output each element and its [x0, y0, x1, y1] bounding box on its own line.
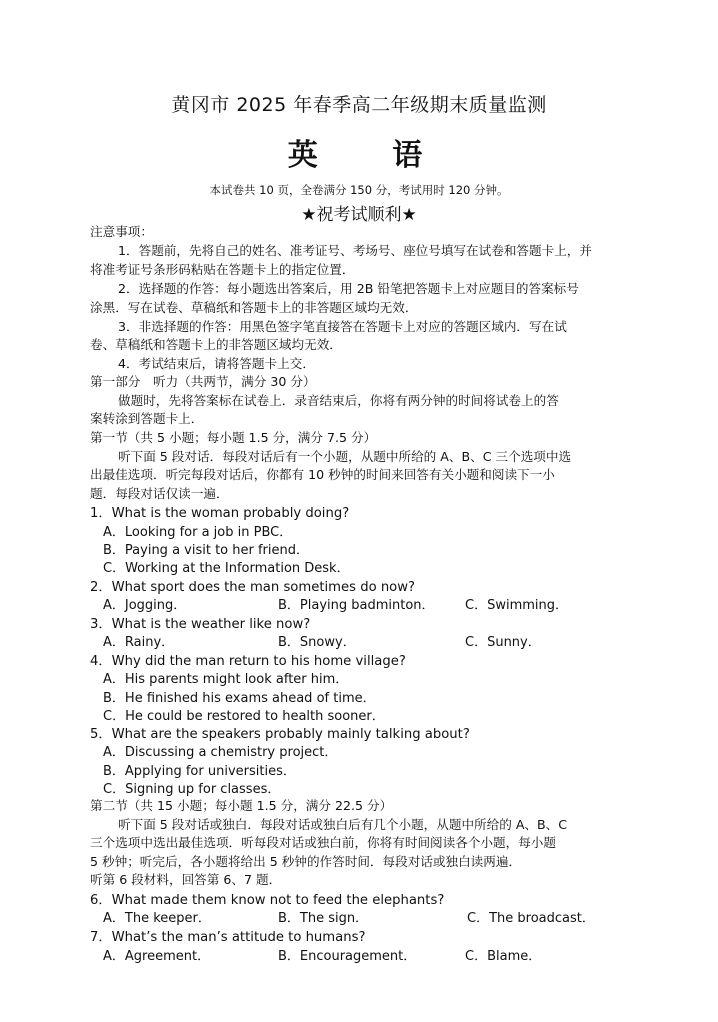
notice-line: 卷、草稿纸和答题卡上的非答题区域均无效．: [90, 337, 342, 352]
question-2-option-b: B．Playing badminton．: [278, 598, 435, 613]
section1-intro-line: 题．每段对话仅读一遍．: [90, 486, 229, 501]
question-7-option-a: A．Agreement．: [103, 949, 211, 964]
part1-intro-line: 案转涂到答题卡上．: [90, 411, 204, 426]
question-1-option-c: C．Working at the Information Desk．: [103, 561, 350, 576]
section2-intro-line: 5 秒钟；听完后，各小题将给出 5 秒钟的作答时间．每段对话或独白读两遍．: [90, 854, 522, 869]
question-3-option-a: A．Rainy．: [103, 635, 175, 650]
question-3-stem: 3．What is the weather like now?: [90, 617, 311, 632]
question-1-option-b: B．Paying a visit to her friend．: [103, 543, 310, 558]
question-6-option-b: B．The sign．: [278, 911, 369, 926]
question-5-option-a: A．Discussing a chemistry project．: [103, 745, 338, 760]
question-3-option-c: C．Sunny．: [465, 635, 541, 650]
question-7-option-c: C．Blame．: [465, 949, 542, 964]
question-2-option-c: C．Swimming．: [465, 598, 569, 613]
question-4-option-b: B．He finished his exams ahead of time．: [103, 691, 376, 706]
part1-heading: 第一部分 听力（共两节，满分 30 分）: [90, 374, 316, 389]
section2-intro-line: 听下面 5 段对话或独白．每段对话或独白后有几个小题，从题中所给的 A、B、C: [118, 817, 568, 832]
notice-line: 将准考证号条形码粘贴在答题卡上的指定位置．: [90, 262, 355, 277]
question-3-option-b: B．Snowy．: [278, 635, 356, 650]
material-instruction: 听第 6 段材料，回答第 6、7 题．: [90, 872, 282, 887]
notice-line: 涂黑．写在试卷、草稿纸和答题卡上的非答题区域均无效．: [90, 300, 418, 315]
question-7-stem: 7．What’s the man’s attitude to humans?: [90, 930, 366, 945]
question-4-option-c: C．He could be restored to health sooner．: [103, 709, 385, 724]
question-1-option-a: A．Looking for a job in PBC．: [103, 525, 293, 540]
question-6-stem: 6．What made them know not to feed the elephants?: [90, 893, 445, 908]
question-5-option-c: C．Signing up for classes．: [103, 782, 281, 797]
exam-title: 黄冈市 2025 年春季高二年级期末质量监测: [171, 94, 547, 116]
question-2-stem: 2．What sport does the man sometimes do now?: [90, 580, 416, 595]
exam-meta: 本试卷共 10 页，全卷满分 150 分，考试用时 120 分钟。: [209, 183, 509, 197]
question-6-option-c: C．The broadcast．: [467, 911, 595, 926]
section1-heading: 第一节（共 5 小题；每小题 1.5 分，满分 7.5 分）: [90, 430, 377, 445]
notice-line: 3．非选择题的作答：用黑色签字笔直接答在答题卡上对应的答题区域内．写在试: [118, 319, 567, 334]
subject-title: 英 语: [287, 138, 455, 173]
notice-line: 1．答题前，先将自己的姓名、准考证号、考场号、座位号填写在试卷和答题卡上，并: [118, 243, 592, 258]
question-6-option-a: A．The keeper．: [103, 911, 211, 926]
question-7-option-b: B．Encouragement．: [278, 949, 417, 964]
part1-intro-line: 做题时，先将答案标在试卷上．录音结束后，你将有两分钟的时间将试卷上的答: [118, 393, 559, 408]
question-4-option-a: A．His parents might look after him．: [103, 672, 349, 687]
notice-heading: 注意事项：: [90, 224, 153, 239]
good-luck-line: ★祝考试顺利★: [301, 205, 417, 225]
question-4-stem: 4．Why did the man return to his home village?: [90, 654, 406, 669]
question-2-option-a: A．Jogging．: [103, 598, 187, 613]
section2-heading: 第二节（共 15 小题；每小题 1.5 分，满分 22.5 分）: [90, 798, 393, 813]
notice-line: 2．选择题的作答：每小题选出答案后，用 2B 铅笔把答题卡上对应题目的答案标号: [118, 281, 579, 296]
section1-intro-line: 出最佳选项．听完每段对话后，你都有 10 秒钟的时间来回答有关小题和阅读下一小: [90, 467, 555, 482]
section1-intro-line: 听下面 5 段对话．每段对话后有一个小题，从题中所给的 A、B、C 三个选项中选: [118, 449, 572, 464]
question-1-stem: 1．What is the woman probably doing?: [90, 506, 350, 521]
question-5-stem: 5．What are the speakers probably mainly talking about?: [90, 727, 470, 742]
question-5-option-b: B．Applying for universities．: [103, 764, 296, 779]
section2-intro-line: 三个选项中选出最佳选项．听每段对话或独白前，你将有时间阅读各个小题，每小题: [90, 835, 556, 850]
notice-line: 4．考试结束后，请将答题卡上交．: [118, 356, 315, 371]
